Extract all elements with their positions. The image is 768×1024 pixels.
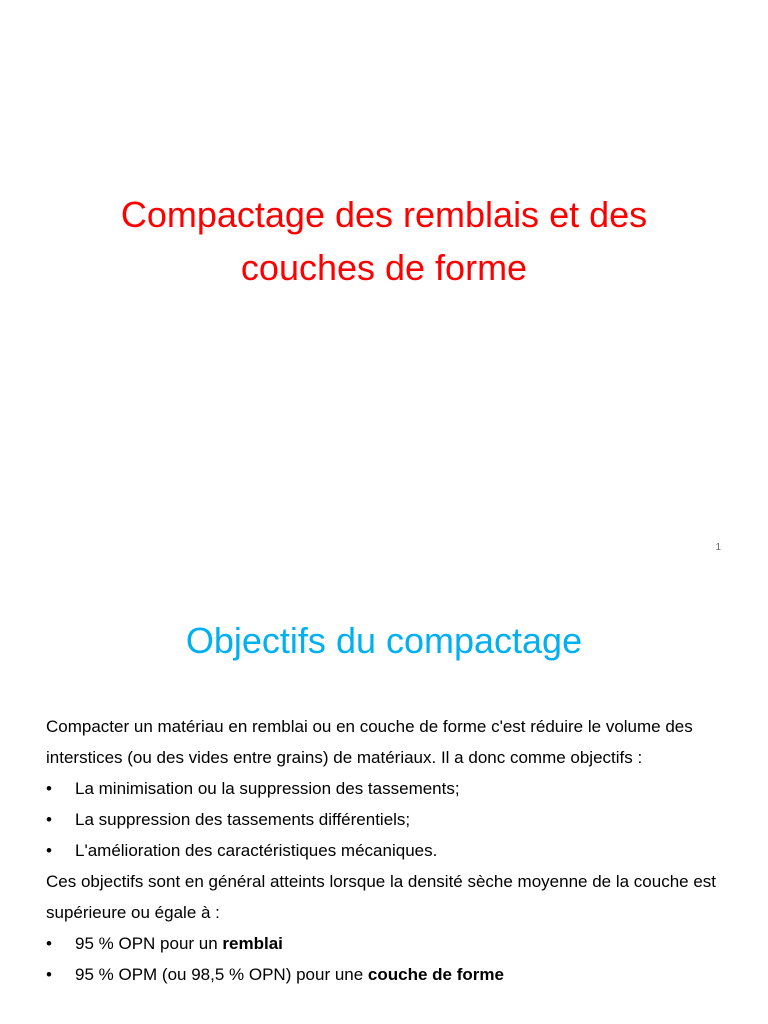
- list-item: [46, 959, 736, 990]
- objectives-list: [46, 773, 736, 866]
- target-emphasis: couche de forme: [367, 965, 504, 984]
- list-item: [46, 773, 736, 804]
- slide-number: 1: [715, 542, 721, 553]
- slide-2-body: [46, 711, 736, 990]
- list-item: [46, 928, 736, 959]
- slide-1-title-line-1: Compactage des remblais et des: [120, 194, 648, 235]
- condition-paragraph: Ces objectifs sont en général atteints lorsque la densité sèche moyenne de la couche est supérieure ou égale à :: [46, 872, 717, 922]
- objective-text: La suppression des tassements différentiels;: [75, 810, 411, 829]
- bullet-icon: •: [46, 810, 52, 829]
- slide-2: [0, 578, 768, 1024]
- target-text: 95 % OPN pour un: [75, 934, 223, 953]
- slide-1-title: [40, 188, 728, 294]
- target-text: 95 % OPM (ou 98,5 % OPN) pour une: [75, 965, 368, 984]
- objective-text: L'amélioration des caractéristiques mécaniques.: [75, 841, 438, 860]
- bullet-icon: •: [46, 841, 52, 860]
- targets-list: [46, 928, 736, 990]
- list-item: [46, 804, 736, 835]
- intro-paragraph: Compacter un matériau en remblai ou en couche de forme c'est réduire le volume des interstices (ou des vides entre grains) de matériaux. Il a donc comme objectifs :: [46, 717, 693, 767]
- bullet-icon: •: [46, 934, 52, 953]
- bullet-icon: •: [46, 965, 52, 984]
- list-item: [46, 835, 736, 866]
- bullet-icon: •: [46, 779, 52, 798]
- target-emphasis: remblai: [222, 934, 283, 953]
- slide-2-title: Objectifs du compactage: [185, 620, 583, 661]
- slide-1-title-line-2: couches de forme: [240, 247, 528, 288]
- objective-text: La minimisation ou la suppression des tassements;: [75, 779, 460, 798]
